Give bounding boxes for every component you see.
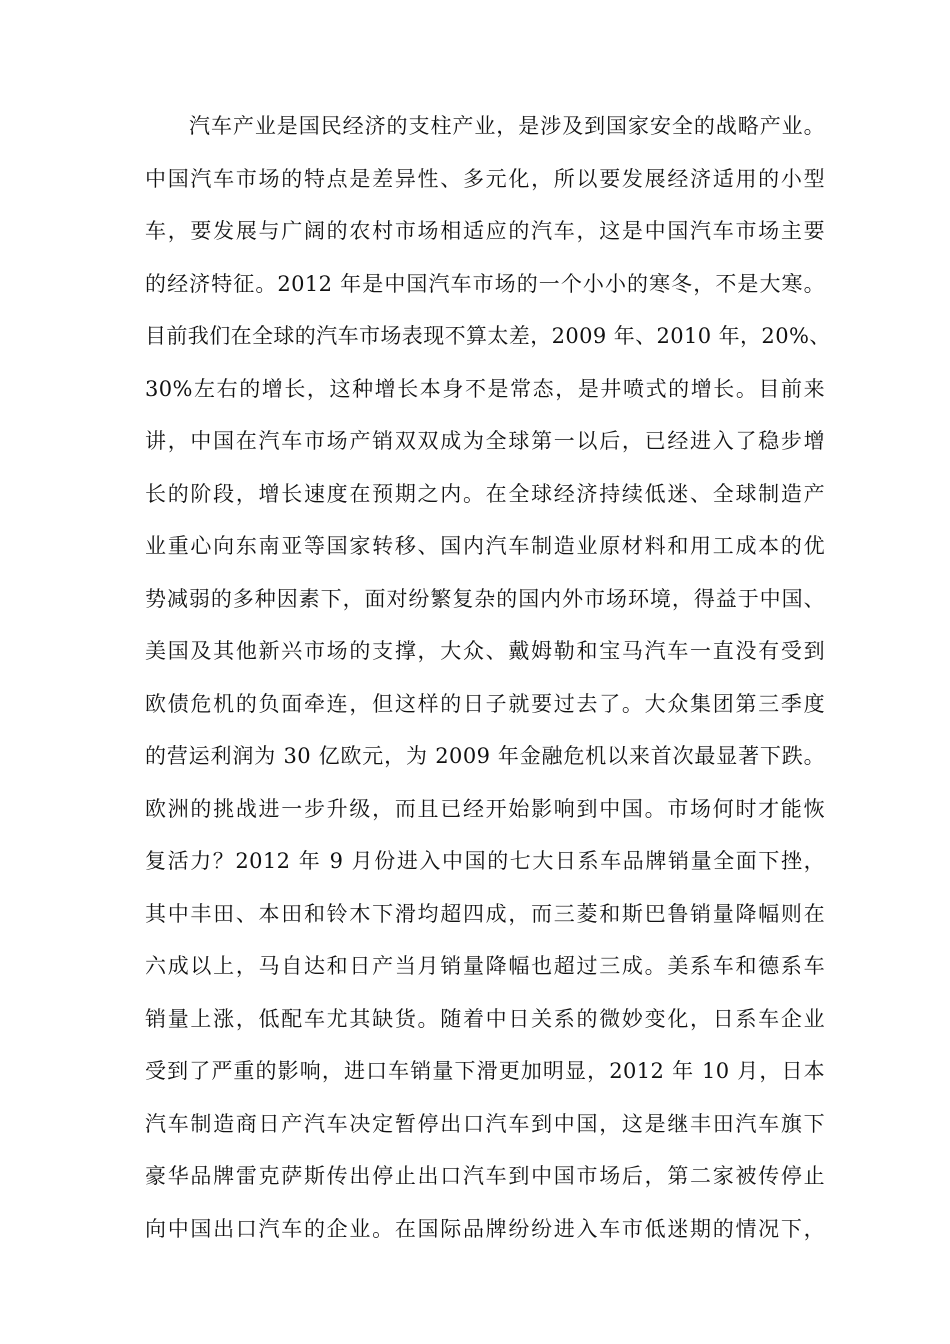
- text-line: 的经济特征。2012 年是中国汽车市场的一个小小的寒冬，不是大寒。: [145, 271, 825, 296]
- text-line: 其中丰田、本田和铃木下滑均超四成，而三菱和斯巴鲁销量降幅则在: [145, 901, 825, 926]
- text-line: 向中国出口汽车的企业。在国际品牌纷纷进入车市低迷期的情况下，: [145, 1216, 825, 1241]
- text-line: 的营运利润为 30 亿欧元，为 2009 年金融危机以来首次最显著下跌。: [145, 744, 825, 768]
- text-line: 汽车制造商日产汽车决定暂停出口汽车到中国，这是继丰田汽车旗下: [145, 1111, 825, 1136]
- text-line: 美国及其他新兴市场的支撑，大众、戴姆勒和宝马汽车一直没有受到: [145, 639, 825, 663]
- text-line: 目前我们在全球的汽车市场表现不算太差，2009 年、2010 年，20%、: [145, 324, 831, 348]
- text-line: 豪华品牌雷克萨斯传出停止出口汽车到中国市场后，第二家被传停止: [145, 1164, 825, 1188]
- text-line: 车，要发展与广阔的农村市场相适应的汽车，这是中国汽车市场主要: [145, 219, 825, 243]
- text-line: 30%左右的增长，这种增长本身不是常态，是井喷式的增长。目前来: [145, 376, 825, 401]
- body-paragraph: [145, 100, 831, 1255]
- text-line: 讲，中国在汽车市场产销双双成为全球第一以后，已经进入了稳步增: [145, 429, 825, 453]
- text-line: 复活力？2012 年 9 月份进入中国的七大日系车品牌销量全面下挫，: [145, 849, 825, 873]
- text-line: 销量上涨，低配车尤其缺货。随着中日关系的微妙变化，日系车企业: [145, 1006, 825, 1031]
- text-line: 欧债危机的负面牵连，但这样的日子就要过去了。大众集团第三季度: [145, 691, 825, 716]
- text-line: 长的阶段，增长速度在预期之内。在全球经济持续低迷、全球制造产: [145, 481, 825, 506]
- text-line: 六成以上，马自达和日产当月销量降幅也超过三成。美系车和德系车: [145, 954, 825, 978]
- text-line: 欧洲的挑战进一步升级，而且已经开始影响到中国。市场何时才能恢: [145, 796, 825, 821]
- text-line: 中国汽车市场的特点是差异性、多元化，所以要发展经济适用的小型: [145, 166, 825, 191]
- text-line: 势减弱的多种因素下，面对纷繁复杂的国内外市场环境，得益于中国、: [145, 586, 825, 611]
- text-line: 汽车产业是国民经济的支柱产业，是涉及到国家安全的战略产业。: [189, 114, 825, 138]
- text-line: 业重心向东南亚等国家转移、国内汽车制造业原材料和用工成本的优: [145, 534, 825, 558]
- text-line: 受到了严重的影响，进口车销量下滑更加明显，2012 年 10 月，日本: [145, 1059, 825, 1083]
